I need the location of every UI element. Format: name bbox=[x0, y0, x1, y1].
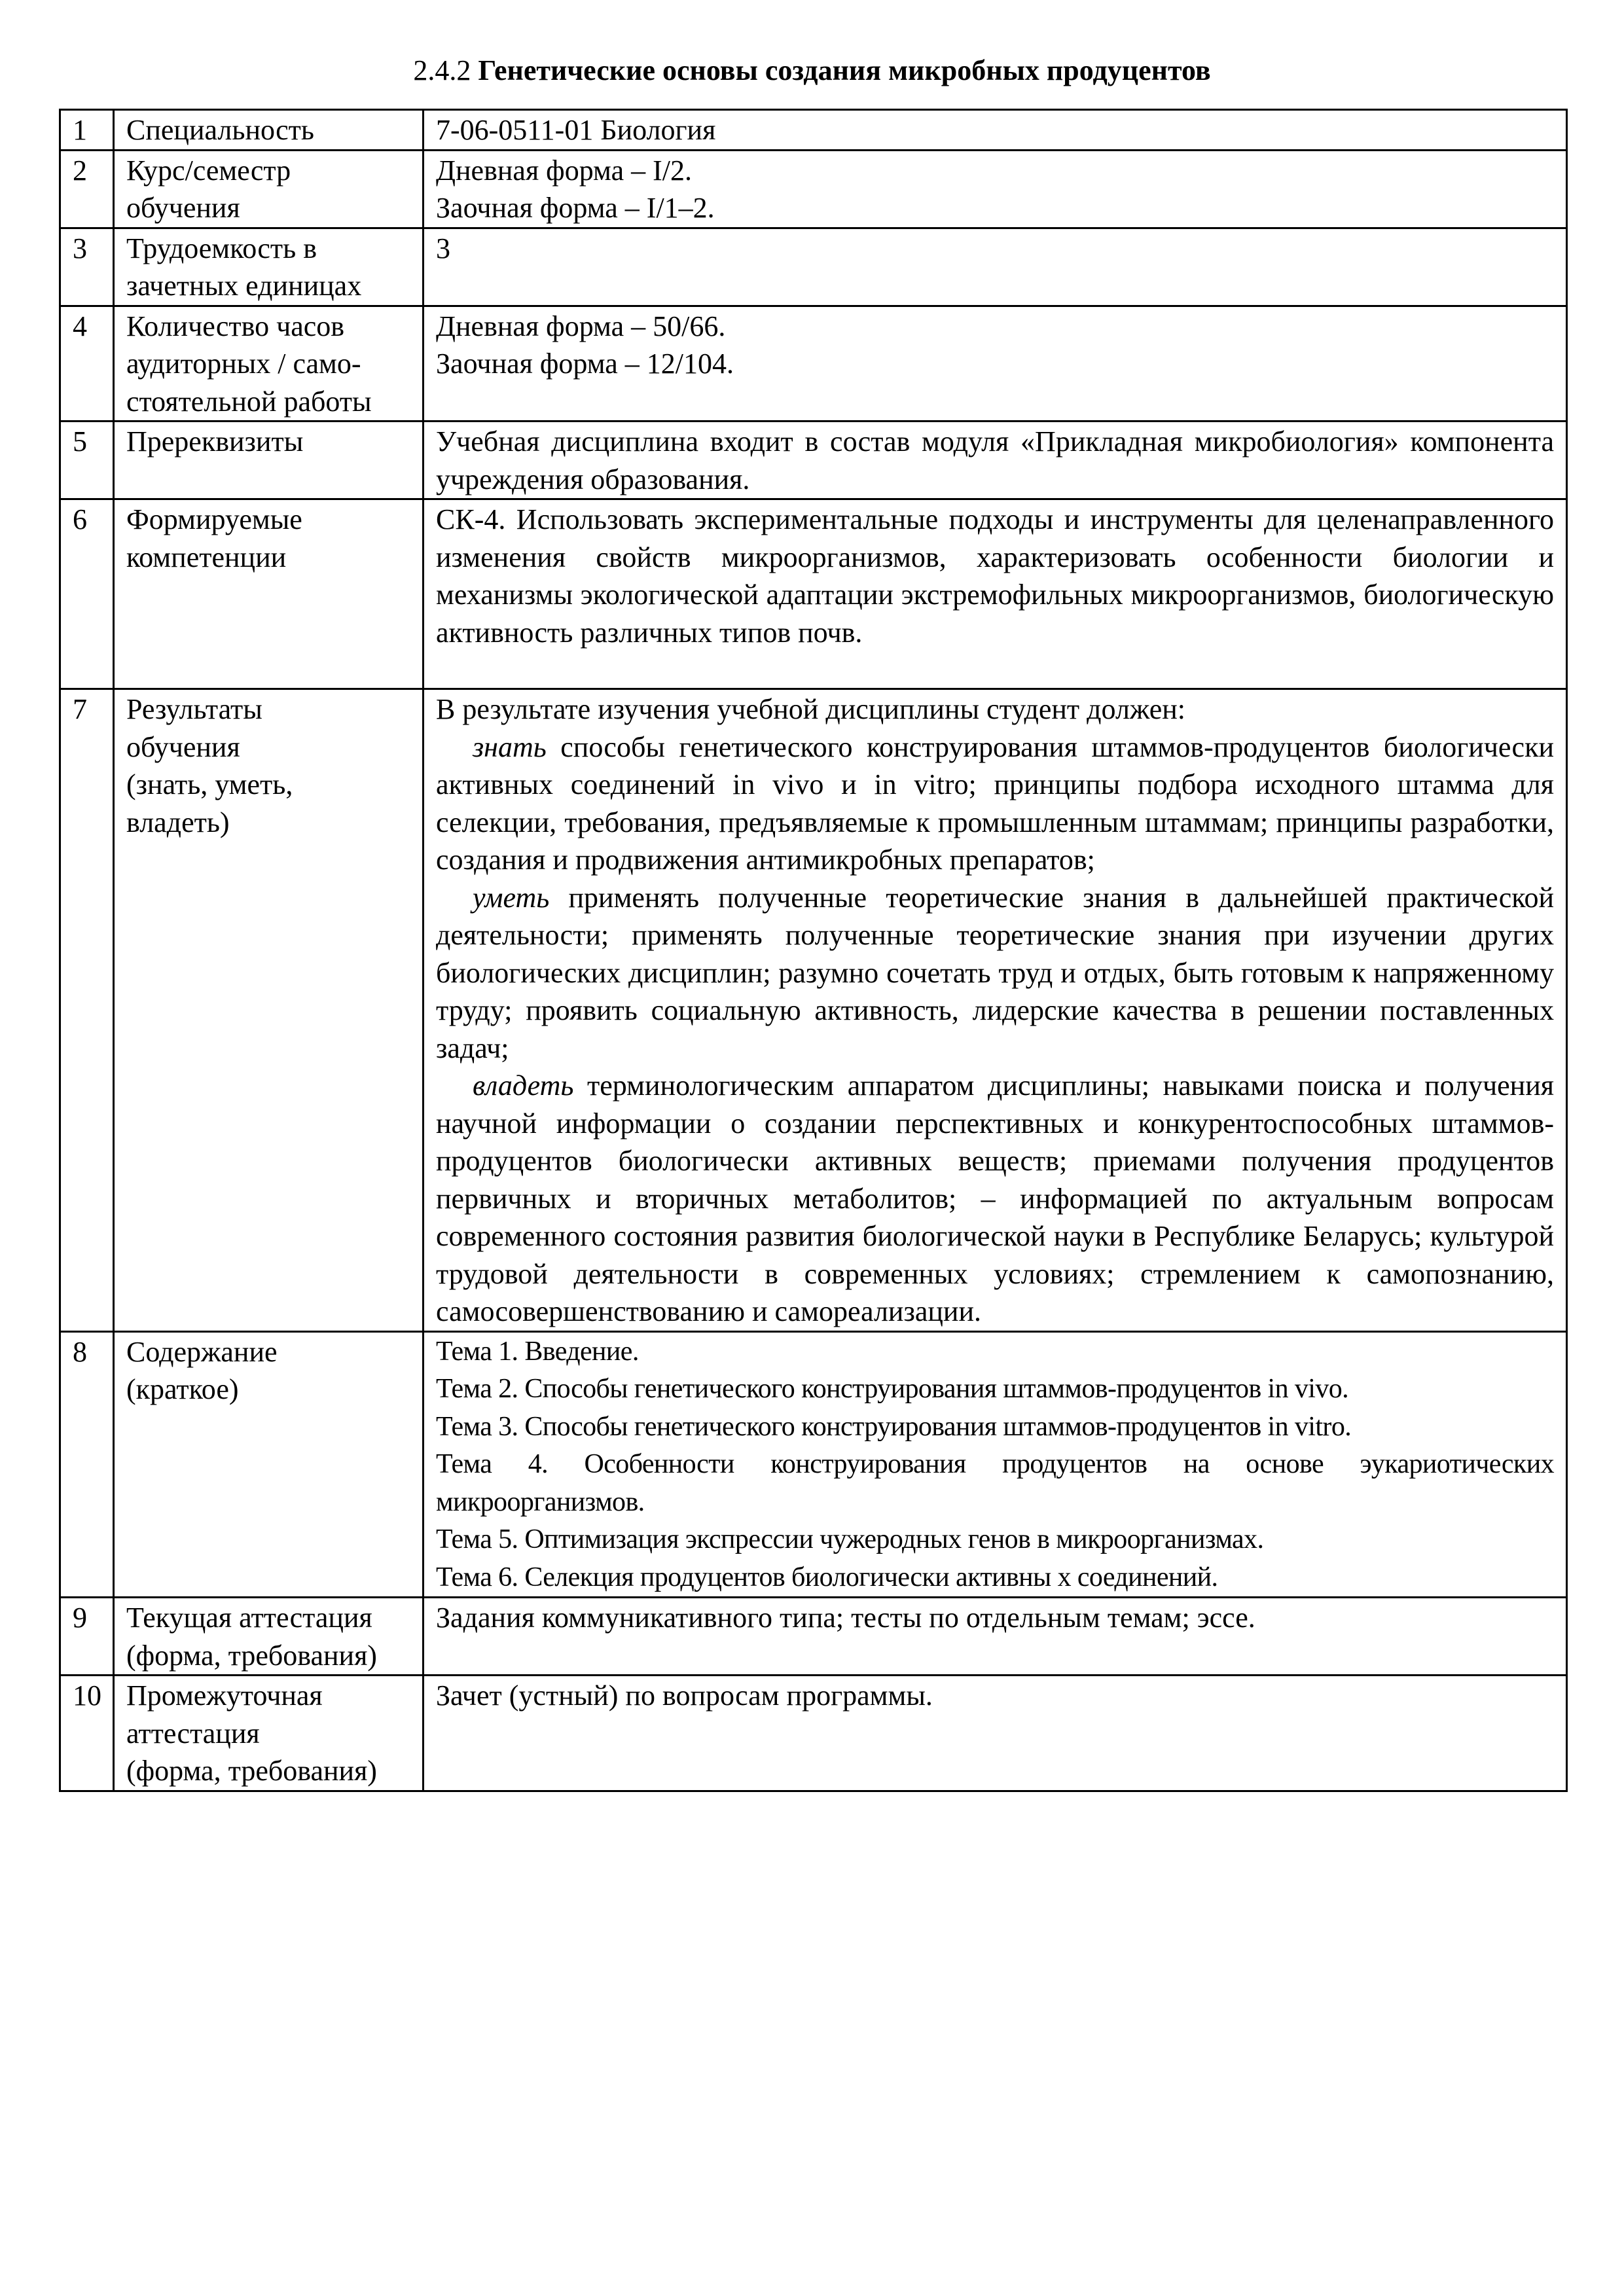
section-number: 2.4.2 bbox=[413, 54, 471, 86]
label-line: Формируемые bbox=[126, 503, 302, 535]
label-line: (форма, требования) bbox=[126, 1639, 377, 1672]
row-value bbox=[424, 1331, 1567, 1598]
row-value bbox=[424, 228, 1567, 306]
label-line: зачетных единицах bbox=[126, 270, 362, 302]
table-row bbox=[60, 1676, 1567, 1791]
row-label bbox=[114, 306, 424, 422]
table-row bbox=[60, 110, 1567, 151]
table-row bbox=[60, 228, 1567, 306]
label-line: владеть) bbox=[126, 806, 230, 838]
topic-item: Тема 4. Особенности конструирования продуцентов на основе эукариотических микроорганизмов. bbox=[436, 1449, 1554, 1517]
label-line: аттестация bbox=[126, 1717, 260, 1749]
outcome-text: применять полученные теоретические знания в дальнейшей практической деятельности; применять полученные теоретические знания при изучении других биологических дисциплин; разумно сочетать труд и отдых, быть готовым к напряженному труду; проявить социальную активность, лидерские качества в решении поставленных задач; bbox=[436, 881, 1554, 1064]
outcome-term: знать bbox=[473, 730, 547, 763]
label-line: (знать, уметь, bbox=[126, 768, 293, 800]
row-label bbox=[114, 689, 424, 1332]
row-number: 5 bbox=[60, 422, 114, 499]
value-line: 3 bbox=[436, 232, 450, 264]
label-line: стоятельной работы bbox=[126, 385, 372, 418]
row-value bbox=[424, 1598, 1567, 1676]
row-number: 9 bbox=[60, 1598, 114, 1676]
value-line: Заочная форма – I/1–2. bbox=[436, 192, 715, 224]
label-line: (краткое) bbox=[126, 1373, 239, 1405]
discipline-table bbox=[59, 109, 1568, 1792]
label-line: обучения bbox=[126, 192, 240, 224]
row-label bbox=[114, 499, 424, 689]
label-line: (форма, требования) bbox=[126, 1755, 377, 1787]
label-line: Текущая аттестация bbox=[126, 1602, 372, 1634]
outcome-text: терминологическим аппаратом дисциплины; навыками поиска и получения научной информации о создании перспективных и конкурентоспособных штаммов-продуцентов биологически активных веществ; приемами получения продуцентов первичных и вторичных метаболитов; – информацией по актуальным вопросам современного состояния развития биологической науки в Республике Беларусь; культурой трудовой деятельности в современных условиях; стремлением к самопознанию, самосовершенствованию и самореализации. bbox=[436, 1069, 1554, 1327]
value-line: 7-06-0511-01 Биология bbox=[436, 114, 716, 146]
row-number: 8 bbox=[60, 1331, 114, 1598]
table-row bbox=[60, 1331, 1567, 1598]
topic-item: Тема 1. Введение. bbox=[436, 1336, 639, 1367]
row-label bbox=[114, 422, 424, 499]
topic-item: Тема 3. Способы генетического конструирования штаммов-продуцентов in vitro. bbox=[436, 1411, 1352, 1442]
row-value: Учебная дисциплина входит в состав модуля «Прикладная микробиология» компонента учреждения образования. bbox=[424, 422, 1567, 499]
value-line: Дневная форма – 50/66. bbox=[436, 310, 726, 342]
value-line: Дневная форма – I/2. bbox=[436, 154, 692, 187]
table-row bbox=[60, 306, 1567, 422]
row-value bbox=[424, 306, 1567, 422]
topic-item: Тема 6. Селекция продуцентов биологически активны х соединений. bbox=[436, 1562, 1218, 1592]
row-number: 6 bbox=[60, 499, 114, 689]
row-value bbox=[424, 1676, 1567, 1791]
label-line: Специальность bbox=[126, 114, 314, 146]
label-line: Промежуточная bbox=[126, 1679, 323, 1712]
row-label bbox=[114, 150, 424, 228]
label-line: Пререквизиты bbox=[126, 425, 304, 457]
section-name: Генетические основы создания микробных продуцентов bbox=[478, 54, 1211, 86]
outcome-know bbox=[436, 728, 1554, 879]
row-number: 1 bbox=[60, 110, 114, 151]
value-line: Задания коммуникативного типа; тесты по отдельным темам; эссе. bbox=[436, 1602, 1255, 1634]
row-label bbox=[114, 110, 424, 151]
row-label bbox=[114, 228, 424, 306]
row-label bbox=[114, 1331, 424, 1598]
outcome-text: способы генетического конструирования штаммов-продуцентов биологически активных соединений in vivo и in vitro; принципы подбора исходного штамма для селекции, требования, предъявляемые к промышленным штаммам; принципы разработки, создания и продвижения антимикробных препаратов; bbox=[436, 730, 1554, 876]
label-line: Содержание bbox=[126, 1335, 278, 1368]
row-value bbox=[424, 110, 1567, 151]
row-label bbox=[114, 1676, 424, 1791]
table-row bbox=[60, 1598, 1567, 1676]
row-label bbox=[114, 1598, 424, 1676]
row-number: 7 bbox=[60, 689, 114, 1332]
table-row bbox=[60, 422, 1567, 499]
label-line: аудиторных / само- bbox=[126, 348, 361, 380]
value-line: Зачет (устный) по вопросам программы. bbox=[436, 1679, 933, 1712]
row-number: 2 bbox=[60, 150, 114, 228]
label-line: Количество часов bbox=[126, 310, 345, 342]
label-line: компетенции bbox=[126, 541, 287, 573]
row-value: СК-4. Использовать экспериментальные подходы и инструменты для целенаправленного изменения свойств микроорганизмов, характеризовать особенности биологии и механизмы экологической адаптации экстремофильных микроорганизмов, биологическую активность различных типов почв. bbox=[424, 499, 1567, 689]
row-number: 3 bbox=[60, 228, 114, 306]
row-value bbox=[424, 150, 1567, 228]
table-row bbox=[60, 150, 1567, 228]
table-row bbox=[60, 499, 1567, 689]
label-line: обучения bbox=[126, 730, 240, 763]
topic-item: Тема 5. Оптимизация экспрессии чужеродных генов в микроорганизмах. bbox=[436, 1524, 1264, 1554]
label-line: Результаты bbox=[126, 693, 262, 725]
topic-item: Тема 2. Способы генетического конструирования штаммов-продуцентов in vivo. bbox=[436, 1374, 1349, 1404]
outcome-term: уметь bbox=[473, 881, 550, 914]
label-line: Трудоемкость в bbox=[126, 232, 317, 264]
row-number: 4 bbox=[60, 306, 114, 422]
table-row bbox=[60, 689, 1567, 1332]
outcome-can bbox=[436, 879, 1554, 1067]
row-value bbox=[424, 689, 1567, 1332]
value-line: Заочная форма – 12/104. bbox=[436, 348, 734, 380]
outcomes-intro: В результате изучения учебной дисциплины студент должен: bbox=[436, 693, 1186, 725]
label-line: Курс/семестр bbox=[126, 154, 291, 187]
row-number: 10 bbox=[60, 1676, 114, 1791]
outcome-term: владеть bbox=[473, 1069, 574, 1102]
page-title bbox=[0, 51, 1624, 90]
outcome-master bbox=[436, 1067, 1554, 1331]
